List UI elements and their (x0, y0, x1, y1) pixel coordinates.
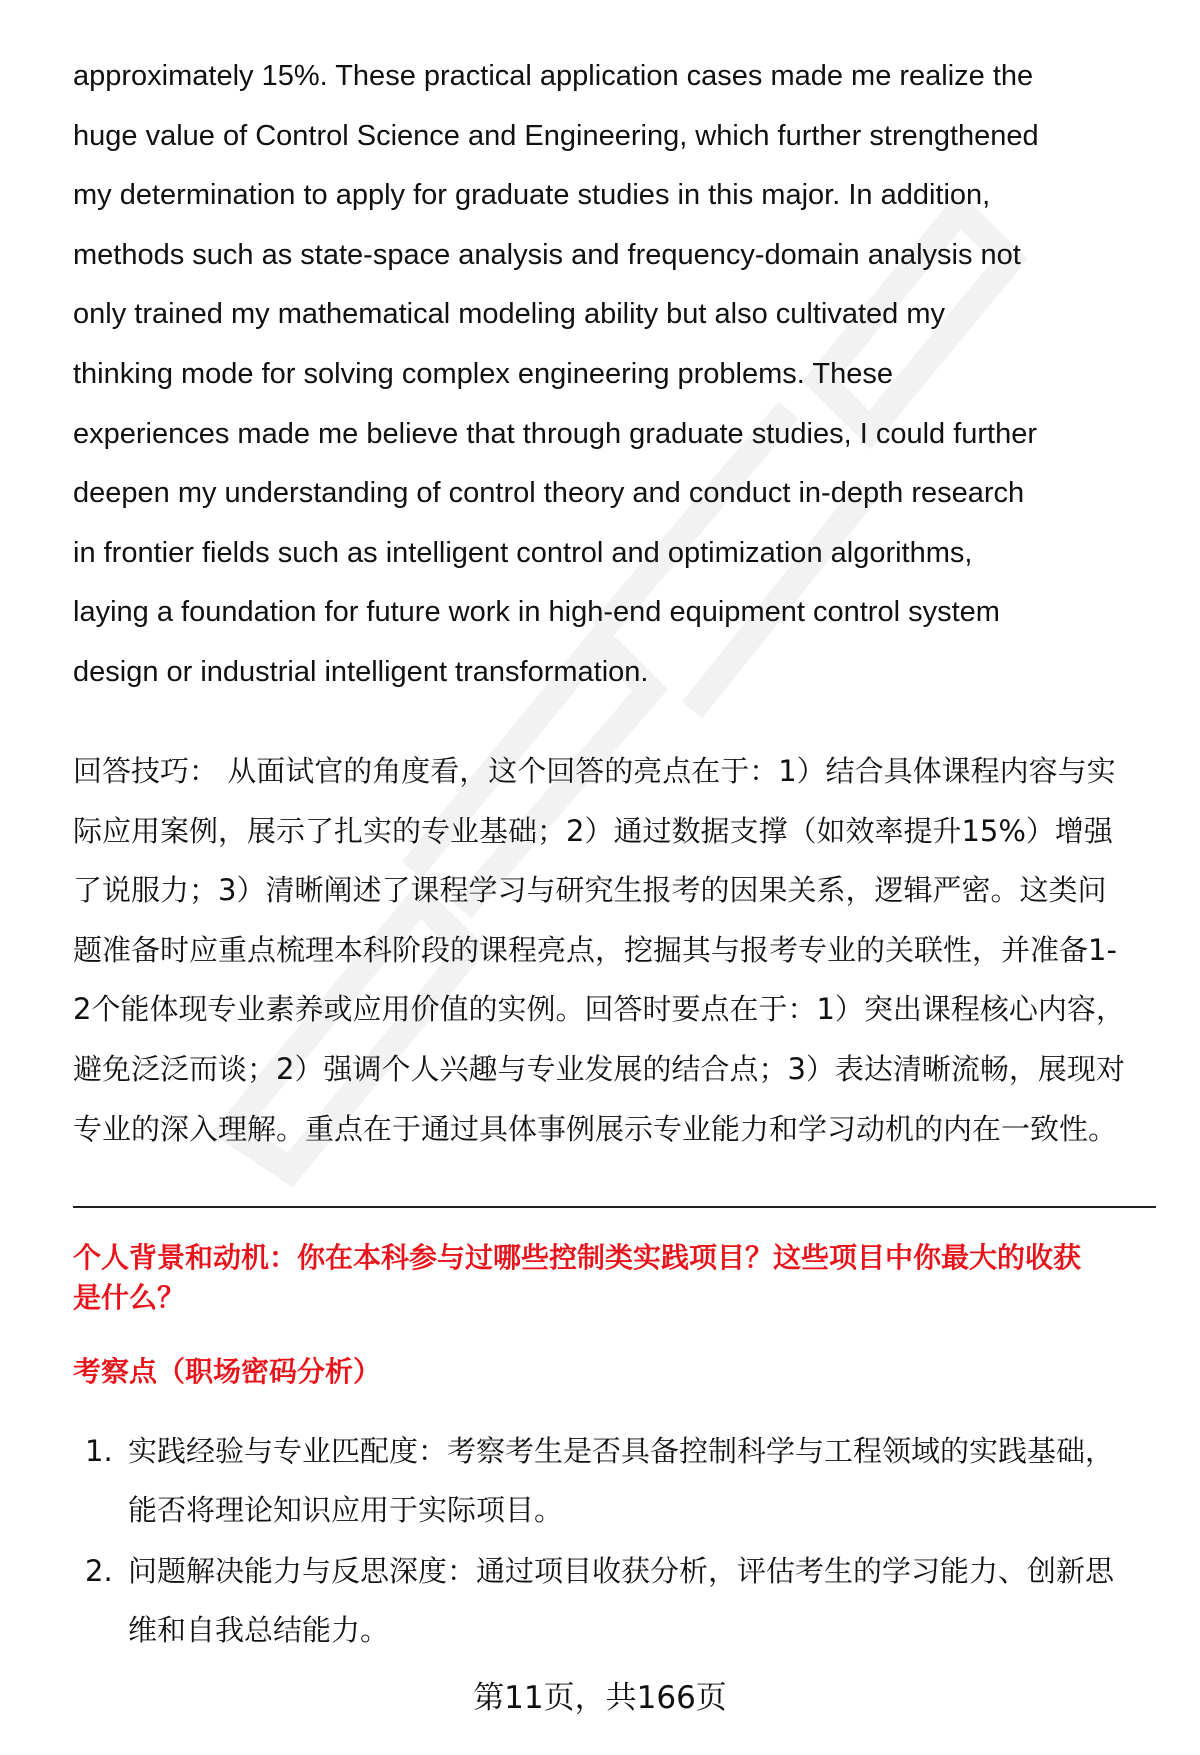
text-line: design or industrial intelligent transformation. (73, 655, 649, 688)
list-item (85, 1431, 1114, 1471)
page-number: 第11页，共166页 (473, 1680, 727, 1716)
list-text: 问题解决能力与反思深度：通过项目收获分析，评估考生的学习能力、创新思 (128, 1554, 1115, 1588)
text-line: approximately 15%. These practical application cases made me realize the (73, 60, 1034, 92)
text-line: thinking mode for solving complex engineering problems. These (73, 357, 893, 390)
text-line: 专业的深入理解。重点在于通过具体事例展示专业能力和学习动机的内在一致性。 (73, 1111, 1118, 1146)
text-line: my determination to apply for graduate studies in this major. In addition, (73, 179, 991, 212)
list-number: 1. (85, 1434, 113, 1468)
text-line: in frontier fields such as intelligent control and optimization algorithms, (73, 536, 973, 569)
subheading: 考察点（职场密码分析） (73, 1355, 382, 1388)
text-line: experiences made me believe that through graduate studies, I could further (73, 417, 1038, 450)
list-text: 实践经验与专业匹配度：考察考生是否具备控制科学与工程领域的实践基础， (128, 1434, 1115, 1468)
answer-tips-paragraph (73, 742, 1163, 1159)
text-line: 回答技巧： 从面试官的角度看，这个回答的亮点在于：1）结合具体课程内容与实 (73, 754, 1116, 788)
question-heading-line: 是什么？ (73, 1281, 186, 1314)
text-line: 题准备时应重点梳理本科阶段的课程亮点，挖掘其与报考专业的关联性，并准备1- (73, 932, 1117, 967)
list-number: 2. (85, 1554, 113, 1588)
text-line: deepen my understanding of control theory and conduct in-depth research (73, 477, 1025, 510)
list-item-continuation: 维和自我总结能力。 (128, 1613, 390, 1647)
text-line: 际应用案例，展示了扎实的专业基础；2）通过数据支撑（如效率提升15%）增强 (73, 813, 1113, 848)
list-item (85, 1551, 1114, 1591)
text-line: laying a foundation for future work in high-end equipment control system (73, 596, 1000, 629)
text-line: only trained my mathematical modeling ability but also cultivated my (73, 298, 946, 331)
english-answer-paragraph (73, 47, 1163, 703)
text-line: 避免泛泛而谈；2）强调个人兴趣与专业发展的结合点；3）表达清晰流畅，展现对 (73, 1051, 1125, 1086)
text-line: methods such as state-space analysis and frequency-domain analysis not (73, 238, 1021, 271)
section-divider (73, 1206, 1156, 1208)
text-line: huge value of Control Science and Engineering, which further strengthened (73, 119, 1039, 152)
text-line: 了说服力；3）清晰阐述了课程学习与研究生报考的因果关系，逻辑严密。这类问 (73, 873, 1107, 908)
text-line: 2个能体现专业素养或应用价值的实例。回答时要点在于：1）突出课程核心内容， (73, 992, 1125, 1027)
question-heading-line: 个人背景和动机：你在本科参与过哪些控制类实践项目？这些项目中你最大的收获 (73, 1241, 1082, 1274)
list-item-continuation: 能否将理论知识应用于实际项目。 (128, 1493, 564, 1527)
